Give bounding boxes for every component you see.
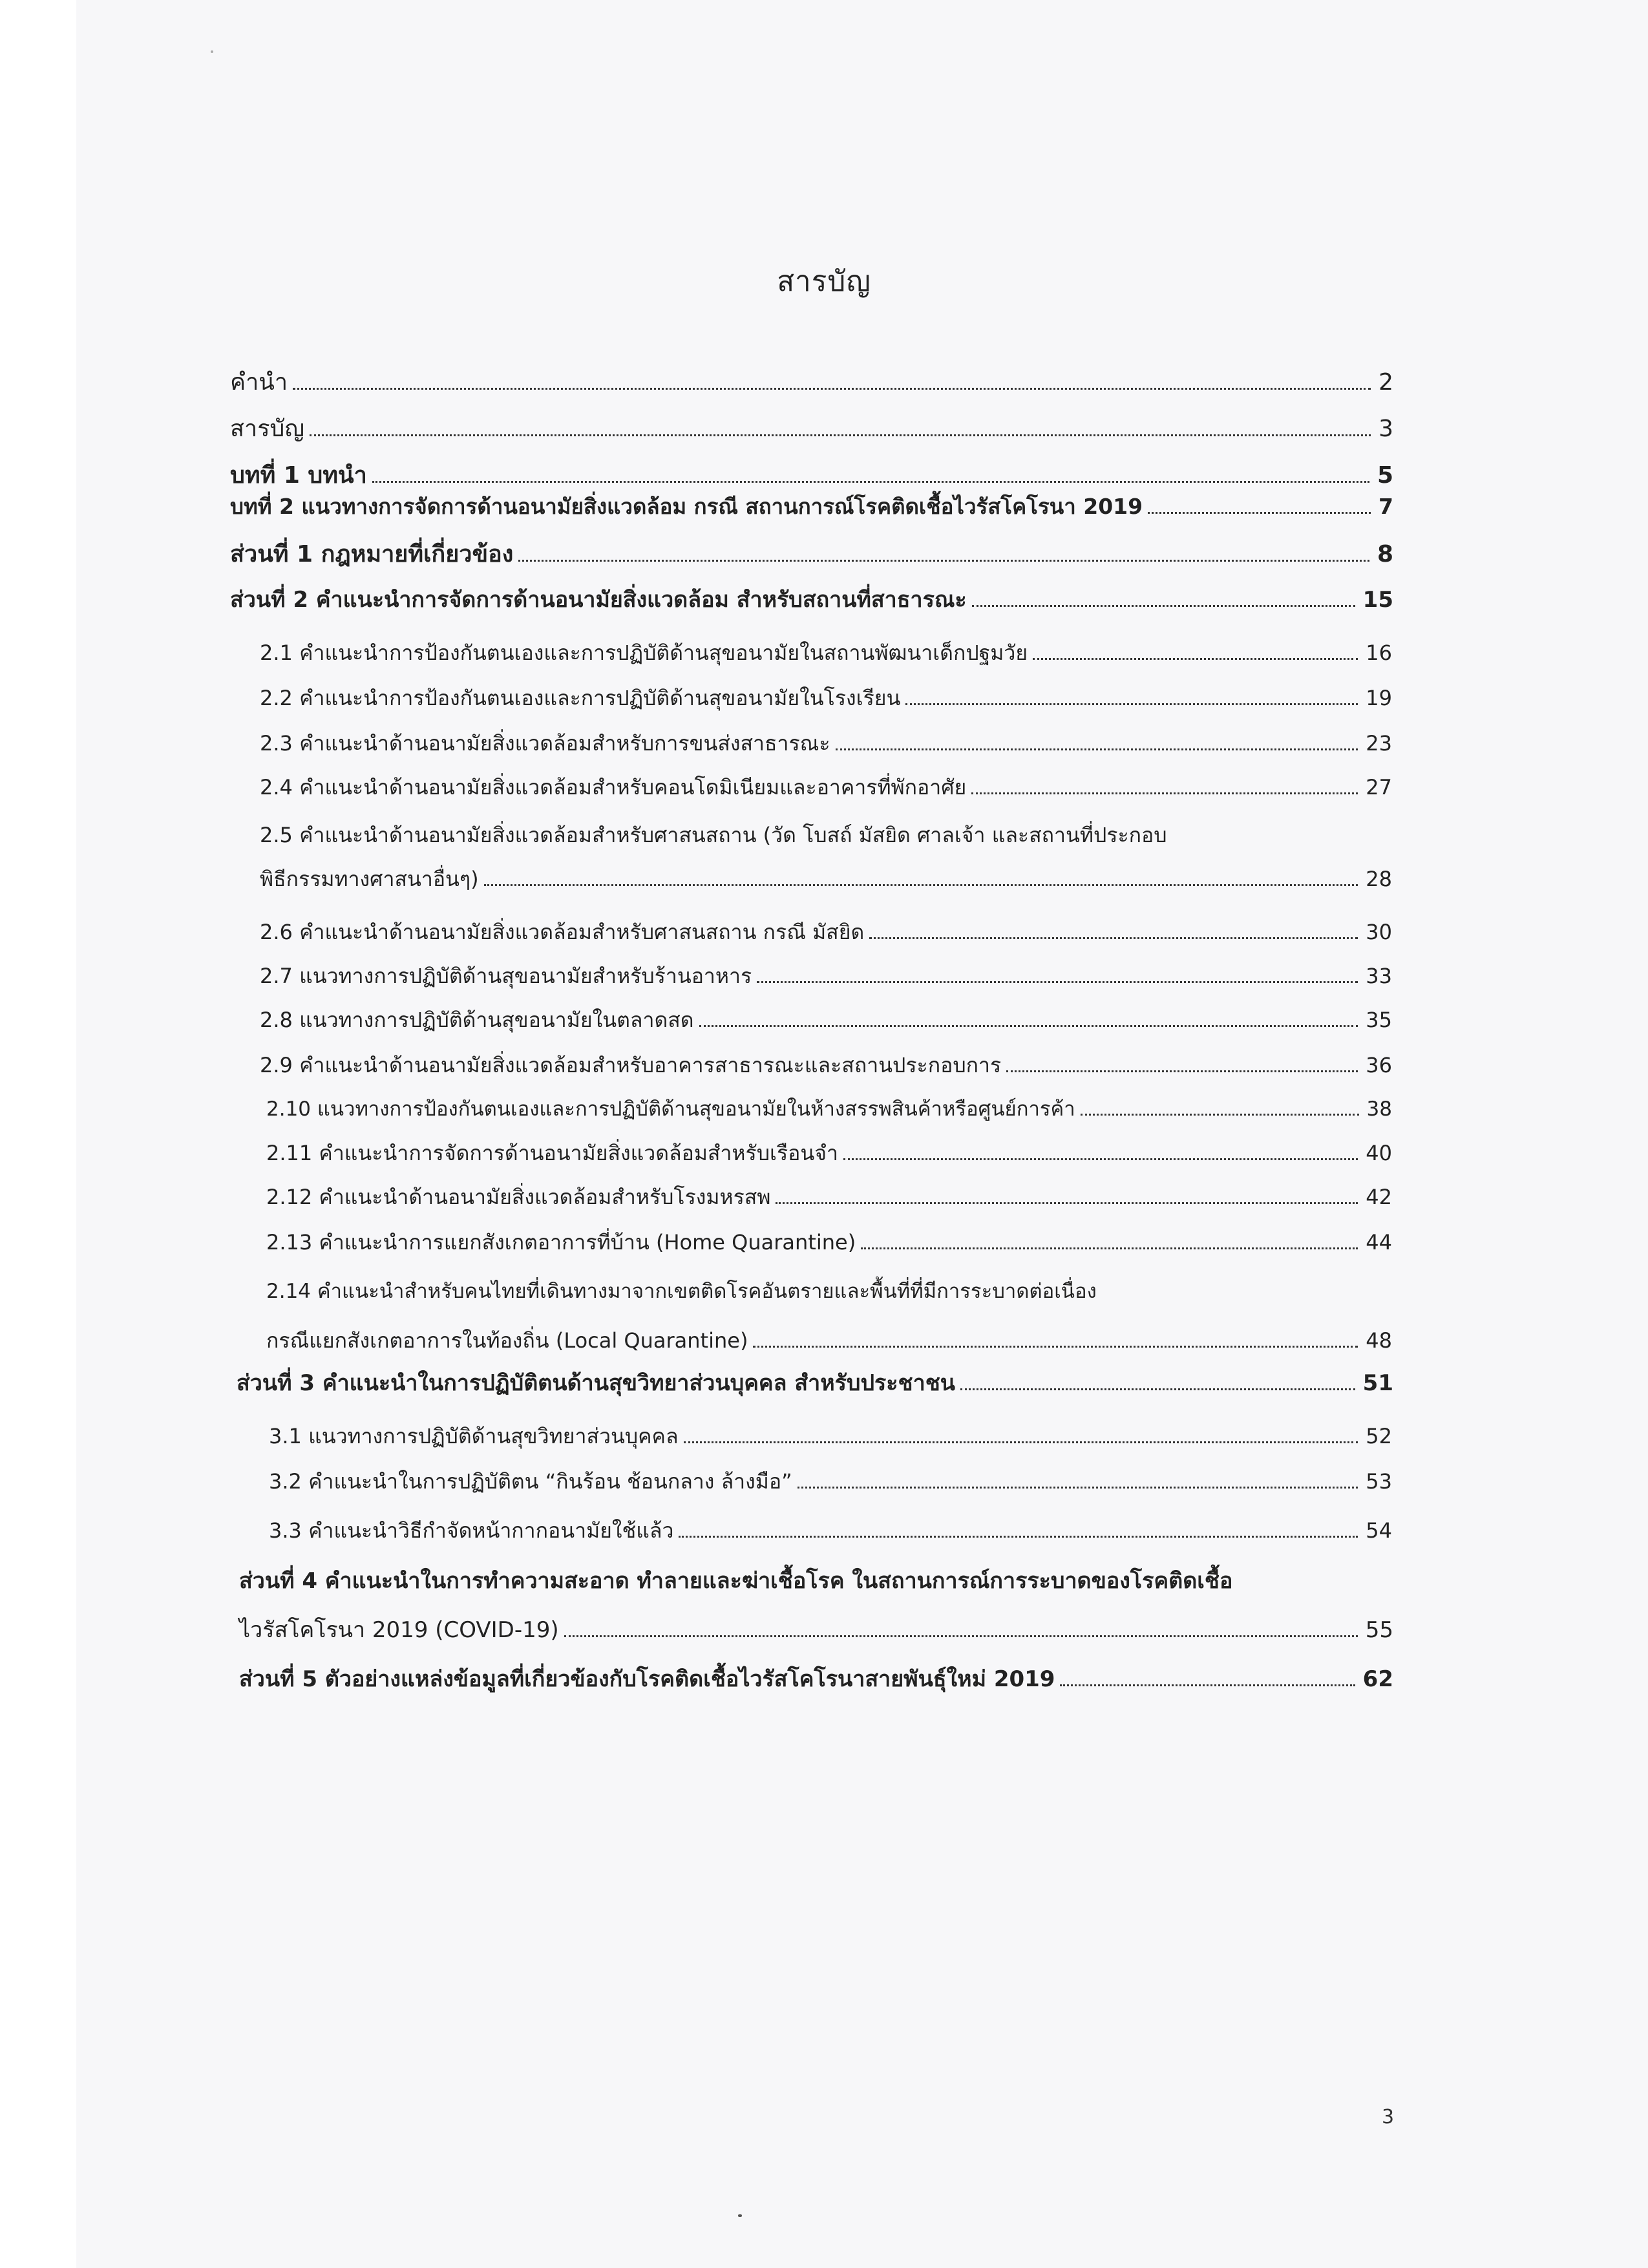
toc-entry-page: 44 (1366, 1230, 1392, 1255)
toc-entry-page: 27 (1366, 775, 1392, 800)
toc-entry-label: ส่วนที่ 2 คำแนะนำการจัดการด้านอนามัยสิ่งแวดล้อม สำหรับสถานที่สาธารณะ (230, 587, 967, 613)
toc-entry-page: 23 (1366, 731, 1392, 756)
leader-dots (843, 1158, 1358, 1160)
toc-entry-page: 54 (1366, 1518, 1392, 1543)
leader-dots (960, 1388, 1355, 1390)
leader-dots (1081, 1114, 1359, 1116)
leader-dots (836, 748, 1358, 750)
toc-entry-page: 5 (1377, 462, 1393, 489)
leader-dots (861, 1247, 1358, 1249)
toc-entry[interactable] (239, 1665, 1393, 1693)
toc-entry[interactable] (269, 1467, 1392, 1496)
toc-entry-page: 3 (1379, 416, 1393, 442)
leader-dots (684, 1441, 1358, 1443)
toc-entry-label: 3.2 คำแนะนำในการปฏิบัติตน “กินร้อน ช้อนกลาง ล้างมือ” (269, 1469, 792, 1494)
toc-entry-page: 15 (1362, 587, 1393, 613)
toc-entry[interactable] (266, 1183, 1392, 1211)
toc-entry-page: 7 (1379, 494, 1393, 519)
leader-dots (1148, 512, 1371, 514)
toc-entry-label: 2.11 คำแนะนำการจัดการด้านอนามัยสิ่งแวดล้อมสำหรับเรือนจำ (266, 1141, 838, 1165)
leader-dots (518, 560, 1369, 562)
toc-entry-page: 51 (1362, 1370, 1393, 1396)
toc-entry[interactable] (260, 639, 1392, 667)
toc-entry-page: 62 (1362, 1666, 1393, 1692)
leader-dots (699, 1025, 1358, 1027)
toc-entry-label: 3.3 คำแนะนำวิธีกำจัดหน้ากากอนามัยใช้แล้ว (269, 1518, 674, 1543)
leader-dots (776, 1202, 1358, 1204)
leader-dots (310, 434, 1371, 436)
toc-entry-label: 2.3 คำแนะนำด้านอนามัยสิ่งแวดล้อมสำหรับการขนส่งสาธารณะ (260, 731, 830, 756)
toc-entry-label-line2: ไวรัสโคโรนา 2019 (COVID-19) (239, 1617, 559, 1643)
toc-entry[interactable] (260, 962, 1392, 990)
toc-entry[interactable] (266, 1139, 1392, 1167)
scan-speck (738, 2214, 742, 2217)
toc-entry-page: 35 (1366, 1008, 1392, 1032)
toc-entry-label: 2.4 คำแนะนำด้านอนามัยสิ่งแวดล้อมสำหรับคอนโดมิเนียมและอาคารที่พักอาศัย (260, 775, 967, 800)
toc-entry-label-line1: 2.14 คำแนะนำสำหรับคนไทยที่เดินทางมาจากเขตติดโรคอันตรายและพื้นที่ที่มีการระบาดต่อเนื่อง (266, 1280, 1097, 1303)
toc-entry[interactable] (266, 1326, 1392, 1355)
toc-entry-label-line1: 2.5 คำแนะนำด้านอนามัยสิ่งแวดล้อมสำหรับศาสนสถาน (วัด โบสถ์ มัสยิด ศาลเจ้า และสถานที่ประกอบ (260, 823, 1167, 847)
toc-entry-page: 42 (1366, 1185, 1392, 1209)
toc-entry-label: บทที่ 1 บทนำ (230, 462, 367, 489)
toc-entry[interactable] (260, 1051, 1392, 1079)
toc-entry-page: 40 (1366, 1141, 1392, 1165)
toc-entry[interactable] (230, 461, 1393, 490)
toc-entry-label: 2.1 คำแนะนำการป้องกันตนเองและการปฏิบัติด้านสุขอนามัยในสถานพัฒนาเด็กปฐมวัย (260, 641, 1028, 665)
toc-entry-label: 2.13 คำแนะนำการแยกสังเกตอาการที่บ้าน (Home Quarantine) (266, 1230, 856, 1255)
toc-entry-label: 2.10 แนวทางการป้องกันตนเองและการปฏิบัติด้านสุขอนามัยในห้างสรรพสินค้าหรือศูนย์การค้า (266, 1097, 1075, 1121)
toc-entry[interactable] (230, 368, 1393, 397)
toc-entry[interactable] (269, 1516, 1392, 1545)
toc-entry[interactable] (230, 540, 1393, 569)
toc-entry-page: 48 (1366, 1328, 1392, 1353)
toc-entry[interactable] (230, 415, 1393, 443)
toc-entry[interactable] (260, 865, 1392, 893)
leader-dots (1006, 1070, 1358, 1072)
toc-entry[interactable] (260, 729, 1392, 758)
toc-entry-page: 28 (1366, 867, 1392, 891)
toc-entry[interactable] (260, 684, 1392, 712)
leader-dots (971, 792, 1358, 794)
toc-entry[interactable] (230, 586, 1393, 614)
toc-entry-label: สารบัญ (230, 416, 305, 442)
toc-entry-page: 33 (1366, 964, 1392, 988)
toc-entry-page: 19 (1366, 686, 1392, 710)
leader-dots (753, 1346, 1358, 1348)
toc-entry[interactable] (260, 1006, 1392, 1034)
scan-speck (211, 50, 213, 53)
leader-dots (1060, 1684, 1355, 1686)
toc-entry-label: 2.12 คำแนะนำด้านอนามัยสิ่งแวดล้อมสำหรับโรงมหรสพ (266, 1185, 771, 1209)
leader-dots (905, 703, 1358, 705)
toc-entry-label: 2.7 แนวทางการปฏิบัติด้านสุขอนามัยสำหรับร้านอาหาร (260, 964, 752, 988)
leader-dots (972, 605, 1355, 607)
leader-dots (679, 1536, 1358, 1538)
toc-entry-label: ส่วนที่ 5 ตัวอย่างแหล่งข้อมูลที่เกี่ยวข้องกับโรคติดเชื้อไวรัสโคโรนาสายพันธุ์ใหม่ 2019 (239, 1666, 1055, 1692)
toc-entry-label: ส่วนที่ 3 คำแนะนำในการปฏิบัติตนด้านสุขวิทยาส่วนบุคคล สำหรับประชาชน (237, 1370, 956, 1396)
toc-entry-page: 55 (1365, 1617, 1393, 1643)
page-title: สารบัญ (777, 265, 871, 298)
toc-entry[interactable] (260, 773, 1392, 801)
toc-entry[interactable] (230, 493, 1393, 521)
toc-entry-label: 2.9 คำแนะนำด้านอนามัยสิ่งแวดล้อมสำหรับอาคารสาธารณะและสถานประกอบการ (260, 1053, 1002, 1077)
toc-entry-label-line1: ส่วนที่ 4 คำแนะนำในการทำความสะอาด ทำลายและฆ่าเชื้อโรค ในสถานการณ์การระบาดของโรคติดเชื้อ (239, 1568, 1233, 1594)
leader-dots (757, 981, 1358, 983)
leader-dots (1033, 658, 1358, 660)
leader-dots (564, 1635, 1358, 1637)
toc-entry-label: บทที่ 2 แนวทางการจัดการด้านอนามัยสิ่งแวดล้อม กรณี สถานการณ์โรคติดเชื้อไวรัสโคโรนา 2019 (230, 494, 1143, 519)
toc-entry-label: 2.2 คำแนะนำการป้องกันตนเองและการปฏิบัติด้านสุขอนามัยในโรงเรียน (260, 686, 901, 710)
toc-entry-label-line2: กรณีแยกสังเกตอาการในท้องถิ่น (Local Quarantine) (266, 1328, 748, 1353)
toc-entry[interactable] (266, 1095, 1392, 1123)
toc-entry-page: 8 (1377, 541, 1393, 567)
toc-entry[interactable] (239, 1616, 1393, 1644)
leader-dots (869, 937, 1358, 939)
toc-entry-label: 2.6 คำแนะนำด้านอนามัยสิ่งแวดล้อมสำหรับศาสนสถาน กรณี มัสยิด (260, 920, 865, 944)
toc-entry-page: 36 (1366, 1053, 1392, 1077)
toc-entry[interactable] (237, 1369, 1393, 1397)
toc-entry-page: 16 (1366, 641, 1392, 665)
toc-entry-label: 2.8 แนวทางการปฏิบัติด้านสุขอนามัยในตลาดสด (260, 1008, 694, 1032)
toc-entry[interactable] (269, 1422, 1392, 1450)
leader-dots (798, 1487, 1358, 1489)
toc-entry-label: ส่วนที่ 1 กฎหมายที่เกี่ยวข้อง (230, 541, 514, 567)
leader-dots (372, 481, 1369, 483)
toc-entry[interactable] (260, 918, 1392, 946)
toc-entry-page: 2 (1379, 369, 1393, 396)
page-number: 3 (1382, 2106, 1395, 2128)
toc-entry-label-line2: พิธีกรรมทางศาสนาอื่นๆ) (260, 867, 479, 891)
leader-dots (484, 884, 1358, 886)
toc-entry-page: 30 (1366, 920, 1392, 944)
toc-entry-page: 53 (1366, 1469, 1392, 1494)
toc-entry-label: คำนำ (230, 369, 288, 396)
toc-entry[interactable] (266, 1228, 1392, 1256)
toc-entry-page: 52 (1366, 1424, 1392, 1448)
leader-dots (293, 388, 1371, 390)
toc-entry-label: 3.1 แนวทางการปฏิบัติด้านสุขวิทยาส่วนบุคคล (269, 1424, 679, 1448)
toc-entry-page: 38 (1366, 1097, 1392, 1121)
